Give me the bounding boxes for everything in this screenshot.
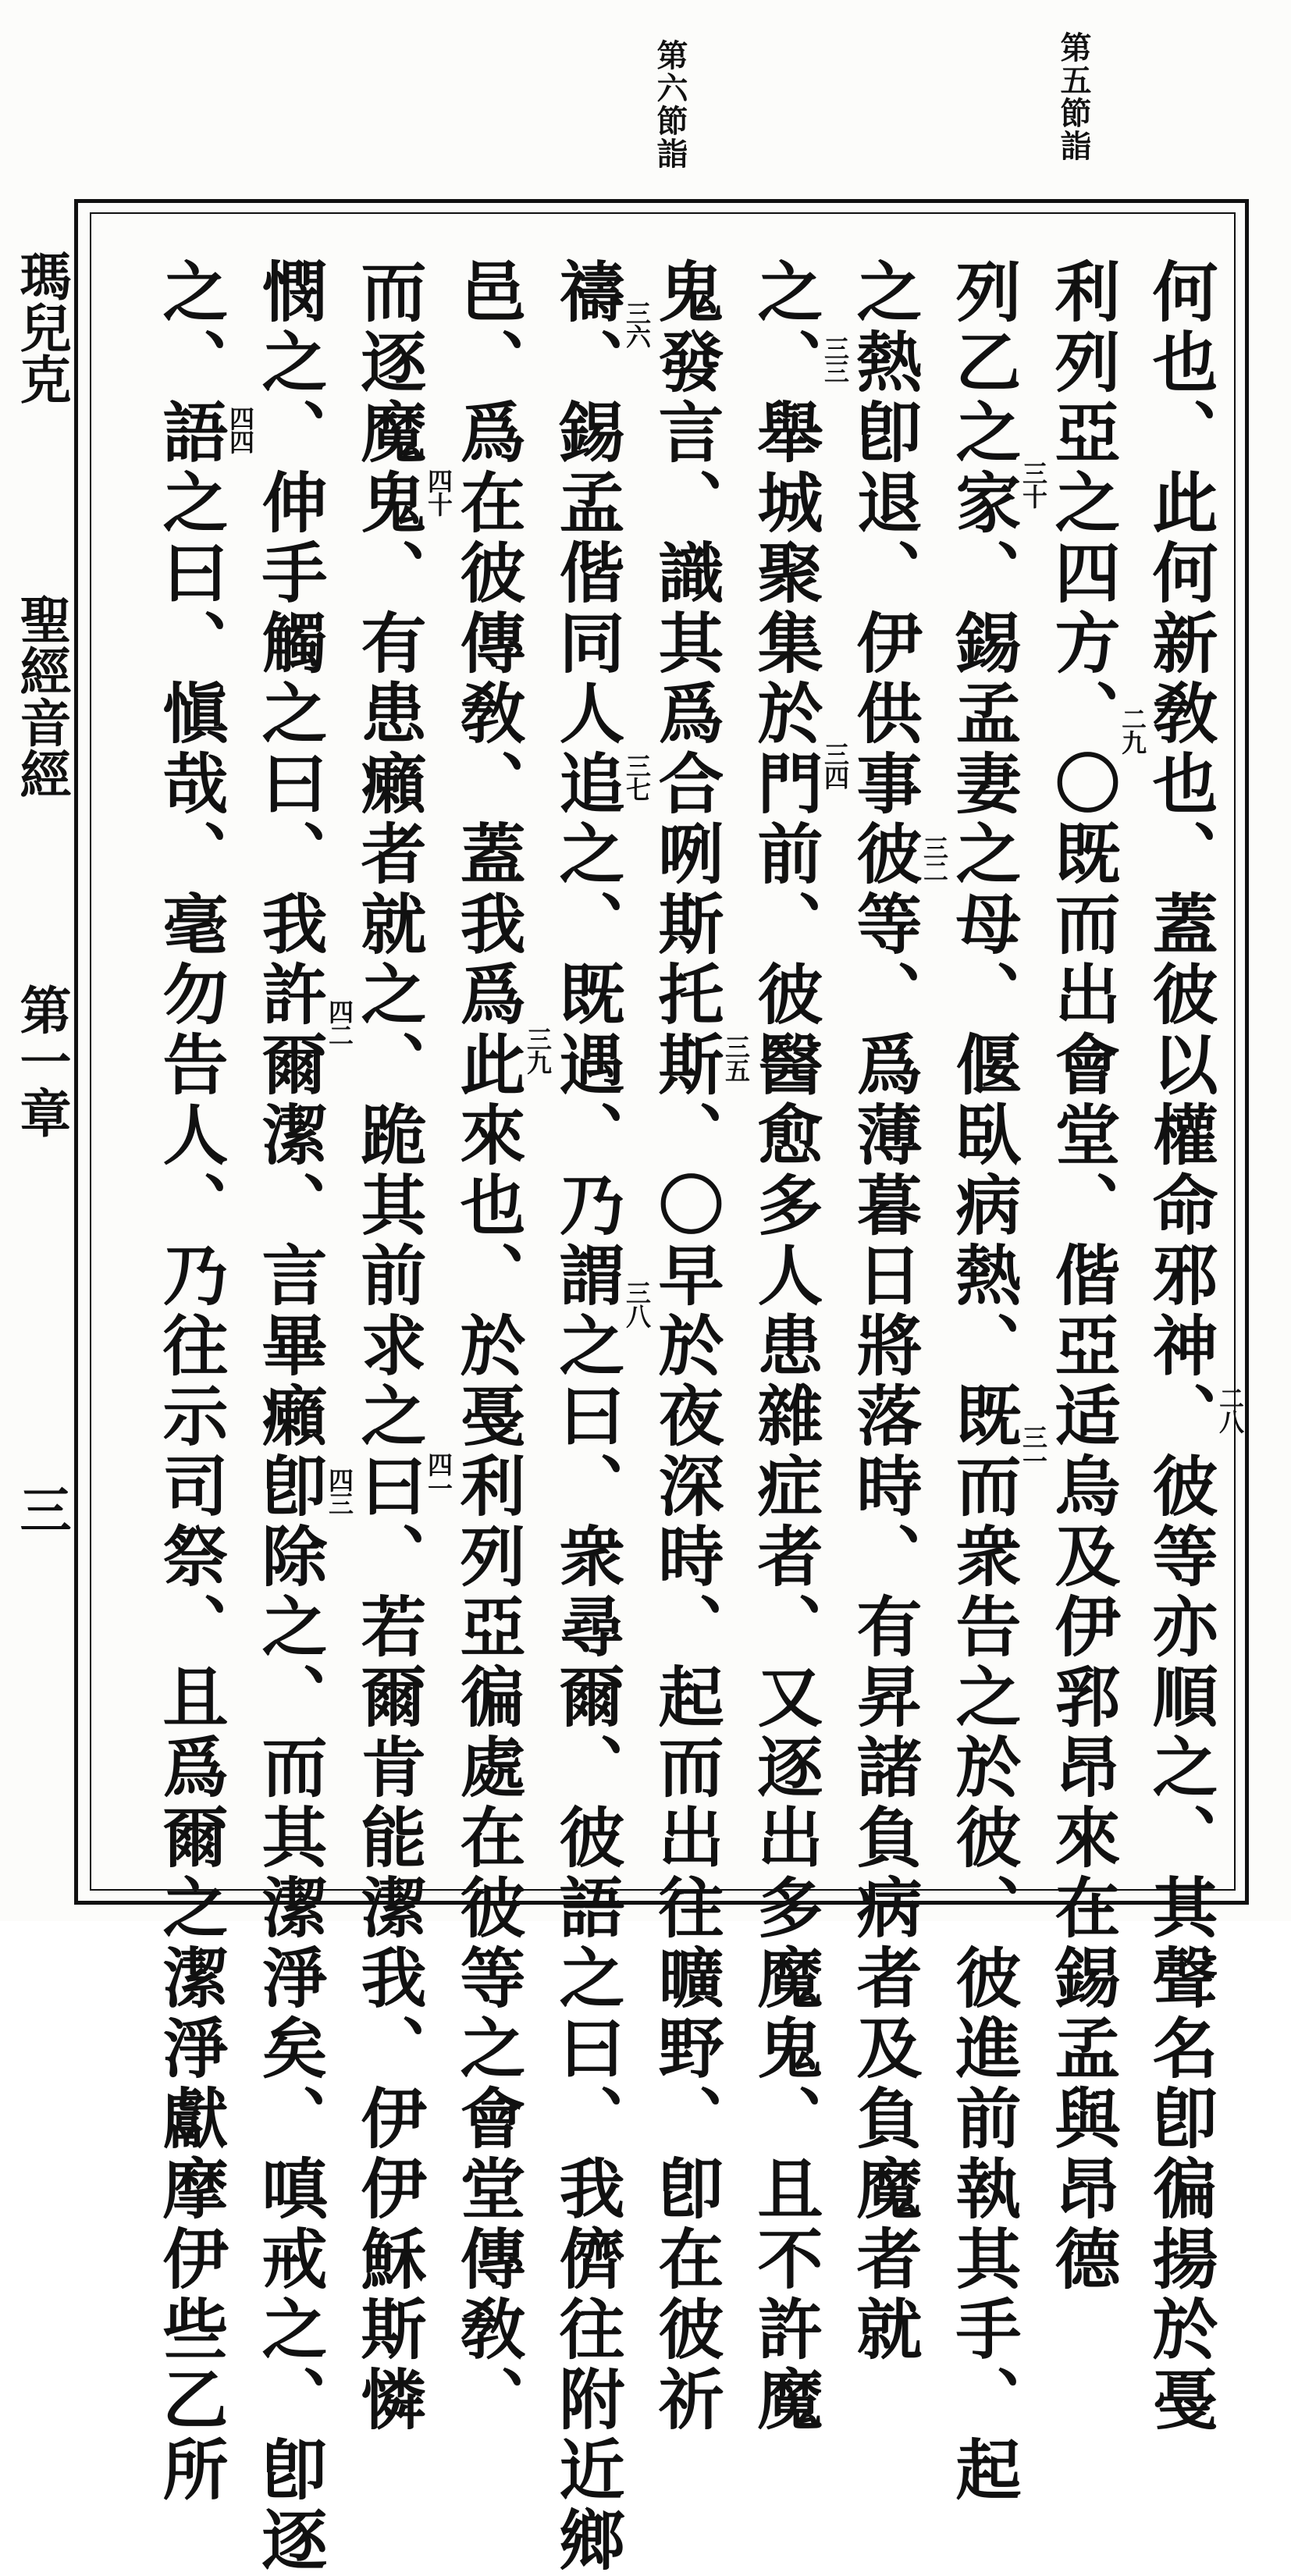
- book-name: 瑪兒克: [11, 250, 72, 404]
- section-head-6: 第六節詣: [652, 39, 688, 170]
- verse-number: 二九: [1118, 706, 1147, 753]
- text-column-7: 禱、錫孟偕同人追之、既遇、乃謂之曰、衆尋爾、彼語之曰、我儕往附近鄉: [549, 258, 626, 2576]
- verse-number: 三五: [721, 1034, 751, 1081]
- verse-number: 四四: [226, 406, 255, 453]
- book-title: 聖經音經: [11, 593, 72, 799]
- verse-number: 三二: [919, 835, 949, 882]
- verse-number: 二八: [1215, 1386, 1245, 1432]
- text-column-4: 之熱卽退、伊供事彼等、爲薄暮日將落時、有昇諸負病者及負魔者就: [846, 258, 923, 2365]
- verse-number: 四三: [325, 1468, 354, 1514]
- verse-number: 三八: [622, 1280, 652, 1327]
- text-column-2: 利列亞之四方、〇既而出會堂、偕亞适烏及伊郛昂來在錫孟與昂德: [1044, 258, 1122, 2295]
- section-head-5: 第五節詣: [1055, 31, 1092, 162]
- page-number: 三: [11, 1483, 72, 1535]
- verse-number: 三三: [820, 336, 850, 382]
- verse-number: 四一: [424, 1452, 453, 1499]
- text-column-8: 邑、爲在彼傳敎、蓋我爲此來也、於戞利列亞徧處在彼等之會堂傳敎、: [450, 258, 527, 2435]
- verse-number: 三九: [523, 1026, 553, 1073]
- text-column-10: 憫之、伸手觸之曰、我許爾潔、言畢癩卽除之、而其潔淨矣、嗔戒之、卽逐: [251, 258, 329, 2576]
- text-column-1: 何也、此何新敎也、蓋彼以權命邪神、彼等亦順之、其聲名卽徧揚於戞: [1142, 258, 1219, 2435]
- text-column-3: 列乙之家、錫孟妻之母、偃臥病熱、既而衆告之於彼、彼進前執其手、起: [945, 258, 1022, 2506]
- verse-number: 三六: [622, 301, 652, 347]
- verse-number: 四十: [424, 468, 453, 515]
- verse-number: 三一: [1019, 1425, 1048, 1471]
- verse-number: 四二: [325, 999, 354, 1046]
- chapter-label: 第一章: [11, 984, 72, 1138]
- verse-number: 三四: [820, 742, 850, 788]
- verse-number: 三十: [1019, 461, 1048, 507]
- text-column-6: 鬼發言、識其爲合咧斯托斯、〇早於夜深時、起而出往曠野、卽在彼祈: [648, 258, 725, 2435]
- text-column-9: 而逐魔鬼、有患癩者就之、跪其前求之曰、若爾肯能潔我、伊伊穌斯憐: [350, 258, 428, 2435]
- text-column-5: 之、舉城聚集於門前、彼醫愈多人患雜症者、又逐出多魔鬼、且不許魔: [747, 258, 824, 2435]
- text-column-11: 之、語之曰、愼哉、毫勿告人、乃往示司祭、且爲爾之潔淨獻摩伊些乙所: [152, 258, 229, 2506]
- verse-number: 三七: [622, 753, 652, 800]
